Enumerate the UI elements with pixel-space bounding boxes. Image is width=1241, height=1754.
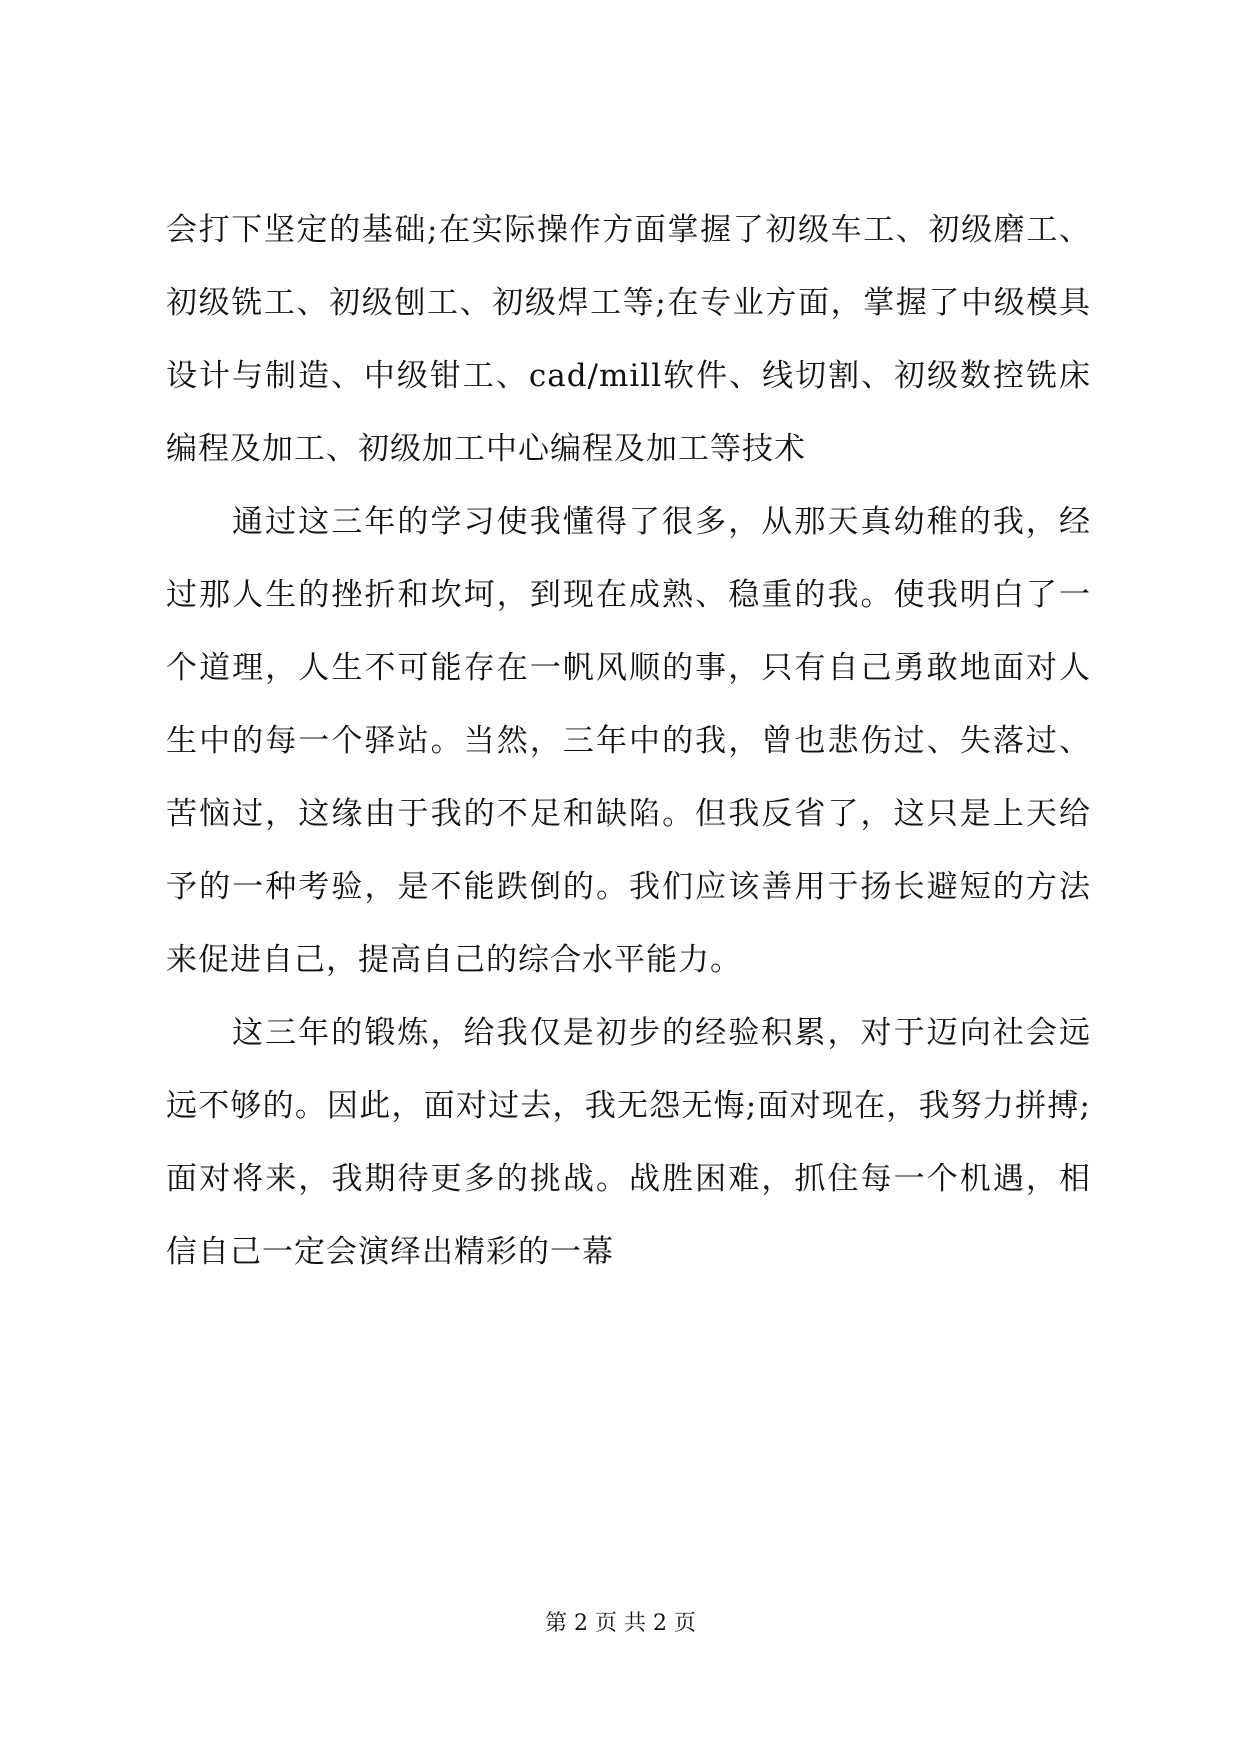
paragraph-continued: 会打下坚定的基础;在实际操作方面掌握了初级车工、初级磨工、初级铣工、初级刨工、初级焊工等;在专业方面，掌握了中级模具设计与制造、中级钳工、cad/mill软件、线切割、初级数控铣床编程及加工、初级加工中心编程及加工等技术 — [166, 212, 1091, 467]
paragraph-conclusion: 这三年的锻炼，给我仅是初步的经验积累，对于迈向社会远远不够的。因此，面对过去，我无怨无悔;面对现在，我努力拼搏;面对将来，我期待更多的挑战。战胜困难，抓住每一个机遇，相信自己一定会演绎出精彩的一幕 — [166, 1015, 1091, 1270]
paragraph-study-reflection: 通过这三年的学习使我懂得了很多，从那天真幼稚的我，经过那人生的挫折和坎坷，到现在成熟、稳重的我。使我明白了一个道理，人生不可能存在一帆风顺的事，只有自己勇敢地面对人生中的每一个驿站。当然，三年中的我，曾也悲伤过、失落过、苦恼过，这缘由于我的不足和缺陷。但我反省了，这只是上天给予的一种考验，是不能跌倒的。我们应该善用于扬长避短的方法来促进自己，提高自己的综合水平能力。 — [166, 504, 1091, 978]
document-body — [166, 194, 1091, 1289]
page-number-footer: 第 2 页 共 2 页 — [545, 1611, 696, 1636]
